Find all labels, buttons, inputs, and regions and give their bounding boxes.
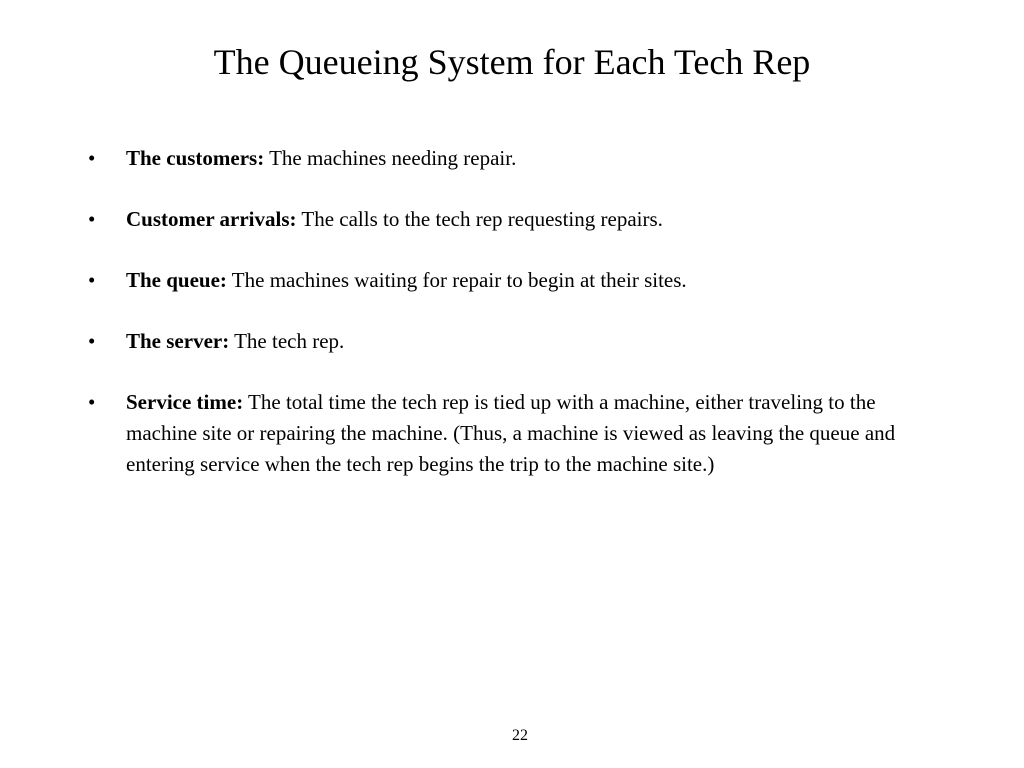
bullet-icon: • xyxy=(88,268,96,292)
bullet-text: The calls to the tech rep requesting repairs. xyxy=(296,207,663,231)
bullet-text: The tech rep. xyxy=(229,329,345,353)
bullet-item-server xyxy=(88,326,948,357)
bullet-icon: • xyxy=(88,207,96,231)
bullet-term: The server: xyxy=(126,329,230,353)
bullet-term: Service time: xyxy=(126,390,244,414)
bullet-item-queue xyxy=(88,265,948,296)
bullet-item-service-time xyxy=(88,387,948,480)
slide-title: The Queueing System for Each Tech Rep xyxy=(213,42,811,82)
bullet-term: The customers: xyxy=(126,146,265,170)
bullet-term: The queue: xyxy=(126,268,227,292)
bullet-icon: • xyxy=(88,146,96,170)
bullet-term: Customer arrivals: xyxy=(126,207,297,231)
bullet-text: The machines waiting for repair to begin at their sites. xyxy=(226,268,687,292)
bullet-list xyxy=(88,143,948,510)
bullet-icon: • xyxy=(88,390,96,414)
bullet-text: The machines needing repair. xyxy=(264,146,517,170)
bullet-text: The total time the tech rep is tied up with a machine, either traveling to the machine site or repairing the machine. (Thus, a machine is viewed as leaving the queue and entering service when the tech rep begins the trip to the machine site.) xyxy=(126,390,896,476)
bullet-item-customer-arrivals xyxy=(88,204,948,235)
page-number: 22 xyxy=(512,727,528,744)
bullet-item-customers xyxy=(88,143,948,174)
bullet-icon: • xyxy=(88,329,96,353)
